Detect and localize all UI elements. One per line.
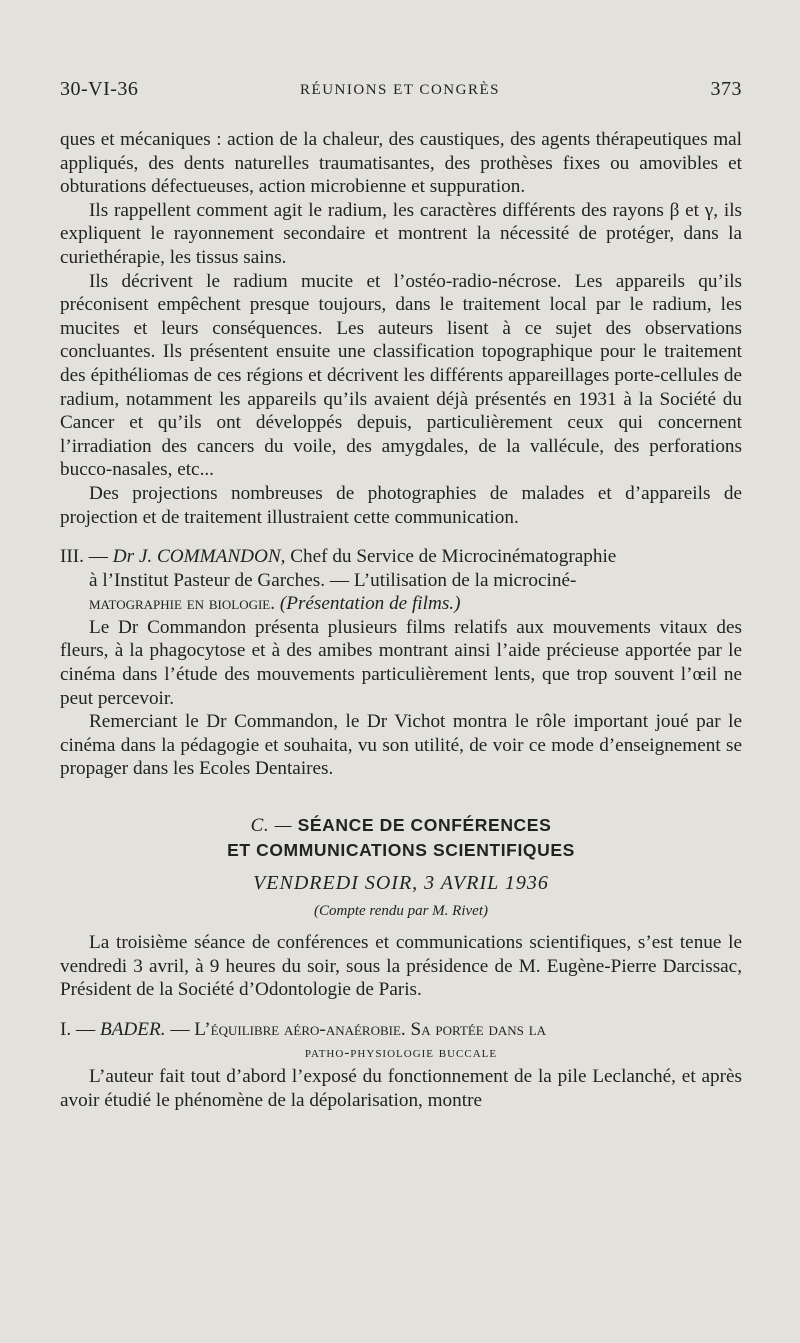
header-date: 30-VI-36 bbox=[60, 78, 139, 100]
running-title: RÉUNIONS ET CONGRÈS bbox=[300, 82, 500, 98]
section-title-2: ET COMMUNICATIONS SCIENTIFIQUES bbox=[227, 840, 575, 861]
entry-dash: — bbox=[88, 546, 108, 568]
section-letter: C. — bbox=[250, 815, 293, 837]
entry-note: (Présentation de films.) bbox=[279, 593, 461, 615]
entry-title: L’équilibre aéro-anaérobie. Sa portée dans la bbox=[194, 1019, 547, 1040]
body-text bbox=[60, 128, 742, 1112]
paragraph: ques et mécaniques : action de la chaleur, des caustiques, des agents thérapeutiques mal appliqués, des dents naturelles traumatisantes, des prothèses fixes ou amovibles et obturations défectueuses, action microbienne et suppuration. bbox=[60, 129, 742, 198]
entry-author: Dr J. COMMANDON, bbox=[112, 546, 286, 568]
paragraph: Le Dr Commandon présenta plusieurs films relatifs aux mouvements vitaux des fleurs, à la phagocytose et à des amibes montrant ainsi l’aide précieuse apportée par le cinéma dans l’étude des mouvements particulièrement lents, que trop souvent l’œil ne peut percevoir. bbox=[60, 616, 742, 709]
entry-title: à l’Institut Pasteur de Garches. — L’utilisation de la microciné- bbox=[89, 569, 577, 591]
report-author: (Compte rendu par M. Rivet) bbox=[314, 902, 488, 919]
entry-heading bbox=[60, 545, 742, 569]
entry-title-cont: patho-physiologie buccale bbox=[304, 1044, 498, 1061]
section-title-1: SÉANCE DE CONFÉRENCES bbox=[297, 815, 552, 836]
entry-heading-cont bbox=[60, 569, 742, 616]
entry-number: III. bbox=[60, 546, 84, 568]
paragraph: Ils décrivent le radium mucite et l’ostéo-radio-nécrose. Les appareils qu’ils préconisent empêchent presque toujours, dans le traitement local par le radium, les mucites et leurs conséquences. Les auteurs lisent à ce sujet des observations concluantes. Ils présentent ensuite une classification topographique pour le traitement des épithéliomas de ces régions et décrivent les différents appareillages porte-cellules de radium, notamment les appareils qu’ils avaient déjà présentés en 1931 à la Société du Cancer et qu’ils ont développés depuis, particulièrement ceux qui concernent l’irradiation des cancers du voile, des amygdales, de la vallécule, des perforations bucco-nasales, etc... bbox=[60, 270, 742, 481]
paragraph: Remerciant le Dr Commandon, le Dr Vichot montra le rôle important joué par le cinéma dans la pédagogie et souhaita, vu son utilité, de voir ce mode d’enseignement se propager dans les Ecoles Dentaires. bbox=[60, 711, 742, 780]
paragraph: L’auteur fait tout d’abord l’exposé du fonctionnement de la pile Leclanché, et après avoir étudié le phénomène de la dépolarisation, montre bbox=[60, 1066, 742, 1111]
entry-author: BADER. bbox=[99, 1019, 166, 1040]
entry-dash: — bbox=[75, 1019, 96, 1040]
entry-dash: — bbox=[170, 1019, 190, 1040]
section-heading bbox=[60, 813, 742, 862]
entry-heading bbox=[60, 1018, 742, 1042]
paragraph: La troisième séance de conférences et communications scientifiques, s’est tenue le vendredi 3 avril, à 9 heures du soir, sous la présidence de M. Eugène-Pierre Darcissac, Président de la Société d’Odontologie de Paris. bbox=[60, 932, 742, 1001]
session-date: VENDREDI SOIR, 3 AVRIL 1936 bbox=[253, 872, 549, 895]
paragraph: Des projections nombreuses de photographies de malades et d’appareils de projection et de traitement illustraient cette communication. bbox=[60, 482, 742, 528]
entry-title-cont: matographie en biologie. bbox=[89, 593, 276, 615]
page-number: 373 bbox=[710, 78, 742, 100]
entry-affiliation: Chef du Service de Microcinématographie bbox=[290, 546, 617, 568]
paragraph: Ils rappellent comment agit le radium, les caractères différents des rayons β et γ, ils expliquent le rayonnement secondaire et montrent la nécessité de protéger, dans la curiethérapie, les tissus sains. bbox=[60, 199, 742, 268]
entry-number: I. bbox=[60, 1019, 72, 1040]
